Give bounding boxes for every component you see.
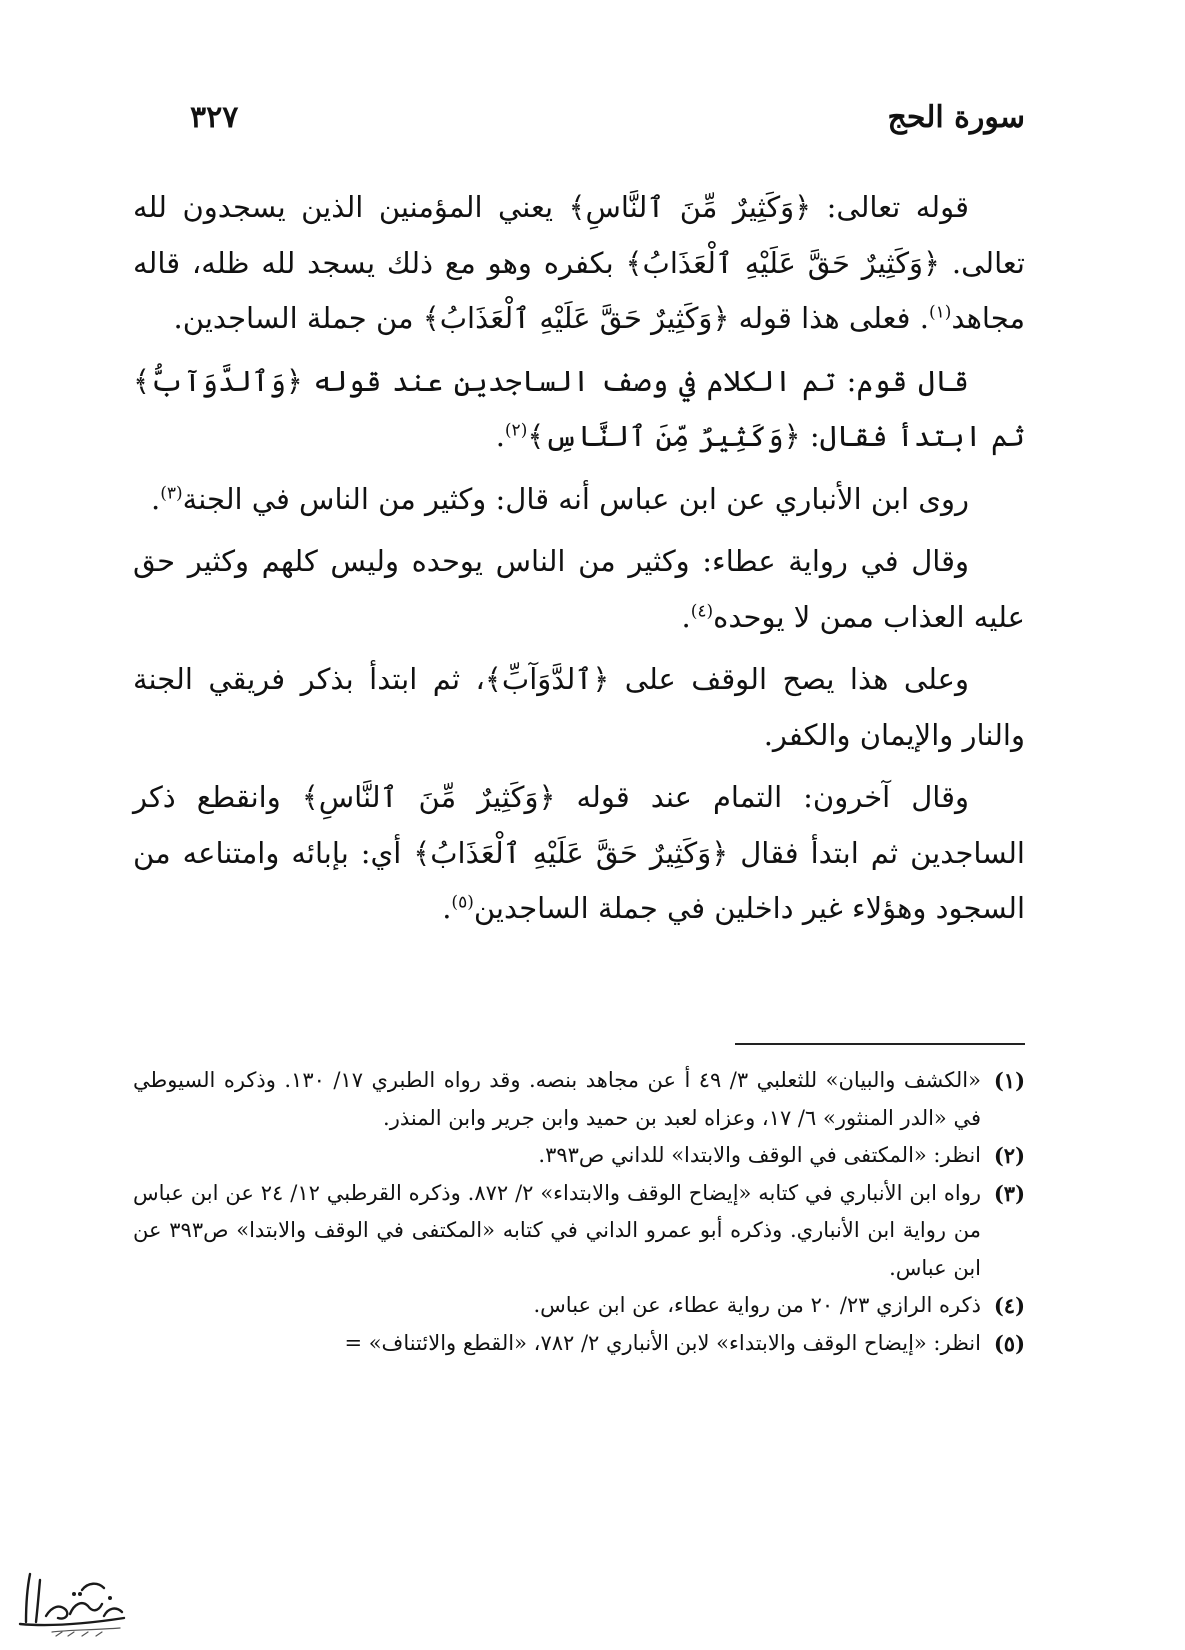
quran-quote: ﴿وَكَثِيرٌ حَقَّ عَلَيْهِ ٱلْعَذَابُ﴾ bbox=[413, 835, 729, 870]
text-run: . bbox=[151, 481, 161, 516]
footnotes bbox=[133, 1062, 1025, 1362]
footnote-number: (٣) bbox=[993, 1180, 1025, 1206]
footnote-text: انظر: «المكتفى في الوقف والابتدا» للداني ص٣٩٣. bbox=[538, 1143, 981, 1167]
footnote-number: (٥) bbox=[993, 1330, 1025, 1356]
footnote bbox=[133, 1325, 1025, 1363]
paragraph bbox=[133, 354, 1025, 465]
paragraph bbox=[133, 770, 1025, 937]
text-run: وقال آخرون: التمام عند قوله bbox=[555, 780, 969, 814]
footnote bbox=[133, 1137, 1025, 1175]
quran-quote: ﴿وَكَثِيرٌ مِّنَ ٱلنَّاسِ﴾ bbox=[301, 780, 556, 814]
footnote-marker: (٤) bbox=[690, 600, 714, 621]
footnote-number: (١) bbox=[993, 1068, 1025, 1093]
paragraph bbox=[133, 652, 1025, 763]
text-run: بكفره وهو مع ذلك يسجد لله ظله، قاله مجاهد bbox=[133, 245, 1025, 335]
text-run: يعني المؤمنين الذين يسجدون لله تعالى. bbox=[133, 190, 1025, 280]
calligraphy-logo-icon bbox=[12, 1560, 132, 1640]
footnote bbox=[133, 1287, 1025, 1325]
footnote-text: رواه ابن الأنباري في كتابه «إيضاح الوقف والابتداء» ٢/ ٨٧٢. وذكره القرطبي ١٢/ ٢٤ عن ابن عباس من رواية ابن الأنباري. وذكره أبو عمرو الداني في كتابه «المكتفى في الوقف والابتدا» ص٣٩٣ عن ابن عباس. bbox=[133, 1180, 981, 1280]
quran-quote: ﴿وَكَثِيرٌ حَقَّ عَلَيْهِ ٱلْعَذَابُ﴾ bbox=[625, 245, 941, 280]
footnote-marker: (٥) bbox=[451, 892, 474, 913]
footnote-marker: (١) bbox=[928, 302, 952, 323]
footnote-number: (٤) bbox=[993, 1293, 1025, 1318]
footnote-text: ذكره الرازي ٢٣/ ٢٠ من رواية عطاء، عن ابن عباس. bbox=[533, 1293, 981, 1317]
text-run: وقال في رواية عطاء: وكثير من الناس يوحده وليس كلهم وكثير حق عليه العذاب ممن لا يوحده bbox=[133, 544, 1025, 634]
page-number: ٣٢٧ bbox=[190, 99, 239, 135]
text-run: من جملة الساجدين. bbox=[173, 301, 423, 335]
text-run: وعلى هذا يصح الوقف على bbox=[609, 662, 969, 696]
footnote-marker: (٣) bbox=[160, 482, 183, 503]
quran-quote: ﴿وَكَثِيرٌ حَقَّ عَلَيْهِ ٱلْعَذَابُ﴾ bbox=[422, 301, 730, 335]
running-head bbox=[190, 92, 1025, 142]
footnote-marker: (٢) bbox=[504, 420, 528, 441]
text-run: أي: بإبائه وامتناعه من السجود وهؤلاء غير داخلين في جملة الساجدين bbox=[133, 835, 1025, 925]
text-run: روى ابن الأنباري عن ابن عباس أنه قال: وكثير من الناس في الجنة bbox=[182, 481, 969, 516]
text-run: . bbox=[681, 599, 691, 634]
text-run: . bbox=[495, 419, 505, 453]
quran-quote: ﴿وَكَثِيرٌ مِّنَ ٱلنَّاسِ﴾ bbox=[568, 190, 812, 224]
text-run: . bbox=[442, 891, 452, 925]
surah-title: سورة الحج bbox=[887, 99, 1025, 135]
paragraph bbox=[133, 472, 1025, 528]
paragraph bbox=[133, 534, 1025, 645]
footnote-text: «الكشف والبيان» للثعلبي ٣/ ٤٩ أ عن مجاهد بنصه. وقد رواه الطبري ١٧/ ١٣٠. وذكره السيوطي في «الدر المنثور» ٦/ ١٧، وعزاه لعبد بن حميد وابن جرير وابن المنذر. bbox=[133, 1068, 981, 1130]
text-run: قوله تعالى: bbox=[811, 190, 969, 224]
text-run: ، ثم ابتدأ بذكر فريقي الجنة والنار والإيمان والكفر. bbox=[133, 662, 1025, 752]
text-run: . فعلى هذا قوله bbox=[729, 301, 929, 335]
footnote-number: (٢) bbox=[993, 1143, 1025, 1168]
quran-quote: ﴿ٱلدَّوَآبِّ﴾ bbox=[484, 662, 610, 696]
text-run: قال قوم: تم الكلام في وصف الساجدين عند قوله bbox=[302, 363, 969, 398]
footnote bbox=[133, 1175, 1025, 1288]
footnote-divider bbox=[735, 1043, 1025, 1045]
quran-quote: ﴿وَكَثِيرٌ مِّنَ ٱلنَّاسِ﴾ bbox=[527, 419, 801, 453]
text-run: ثم ابتدأ فقال: bbox=[800, 419, 1025, 453]
footnote-text: انظر: «إيضاح الوقف والابتداء» لابن الأنباري ٢/ ٧٨٢، «القطع والائتناف» = bbox=[344, 1330, 981, 1355]
quran-quote: ﴿وَٱلدَّوَآبُّ﴾ bbox=[133, 363, 303, 398]
footnote bbox=[133, 1062, 1025, 1137]
text-run: وانقطع ذكر الساجدين ثم ابتدأ فقال bbox=[133, 780, 1025, 870]
paragraph bbox=[133, 180, 1025, 347]
main-text bbox=[133, 180, 1025, 937]
watermark-logo bbox=[12, 1560, 132, 1640]
